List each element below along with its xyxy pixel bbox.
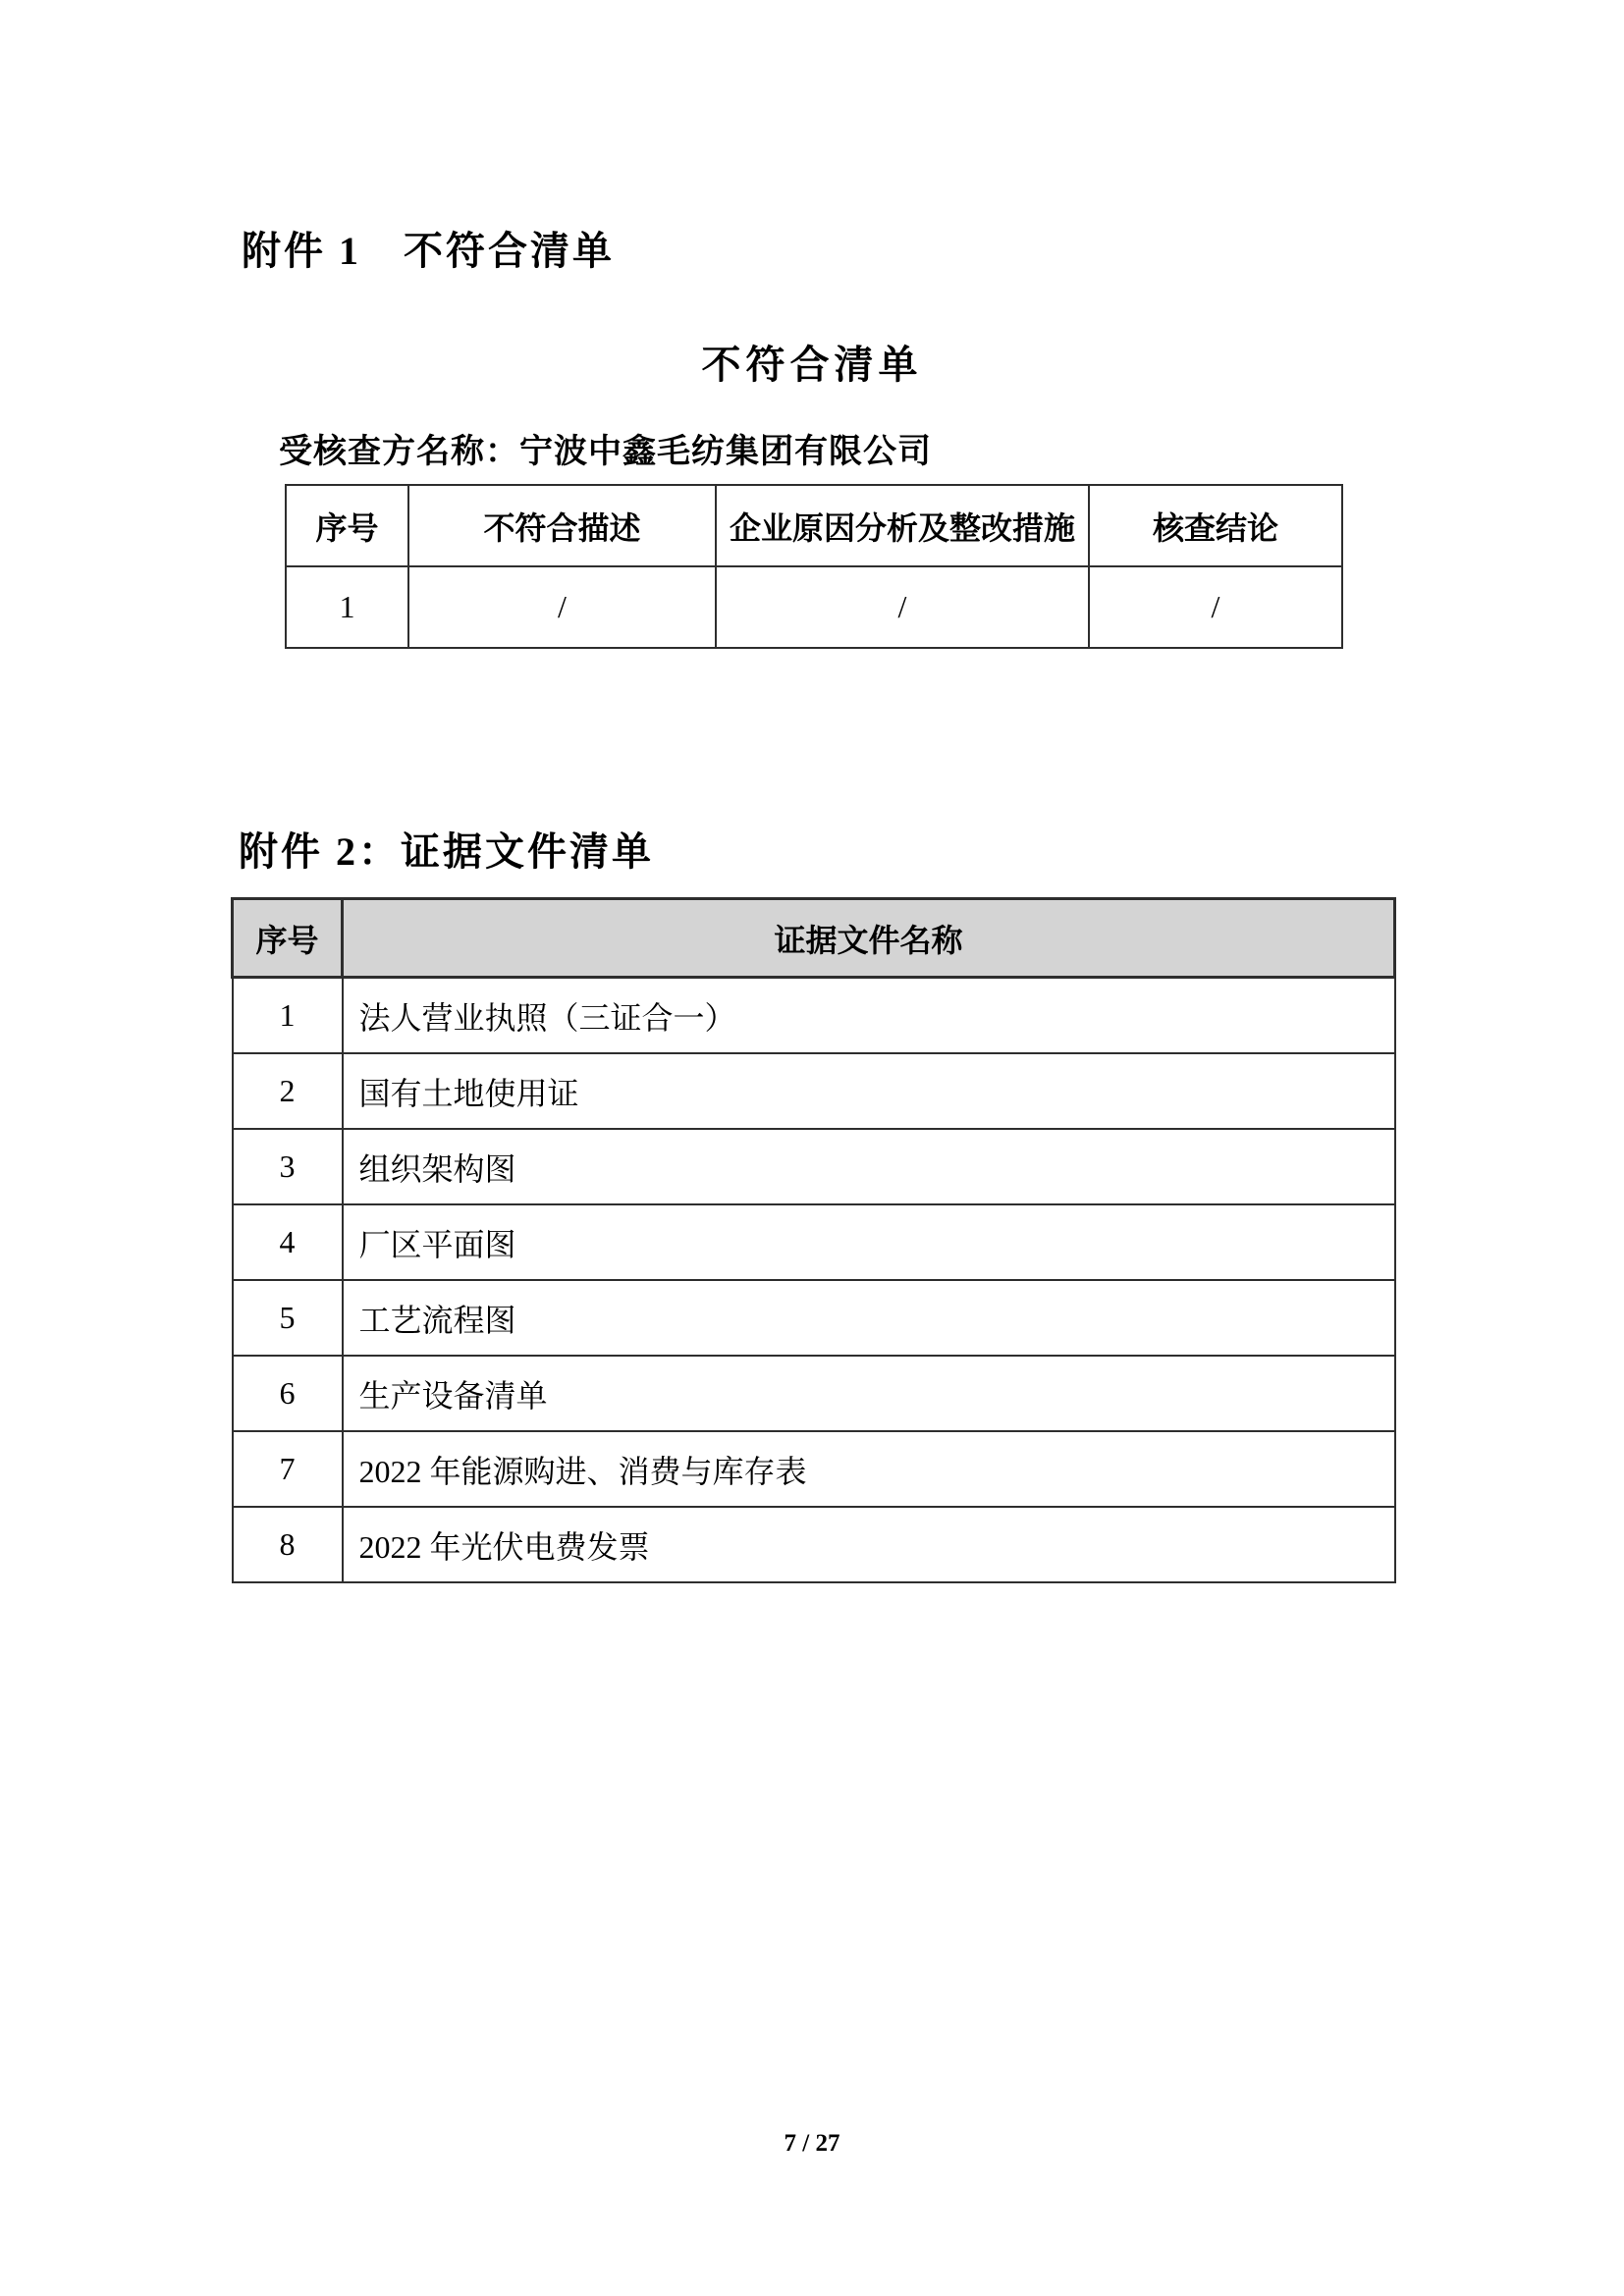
cell-doc-name: 生产设备清单	[343, 1356, 1395, 1431]
table-row	[233, 1204, 1395, 1280]
page-number: 7 / 27	[784, 2130, 840, 2157]
cell-seq: 1	[286, 566, 408, 648]
cell-seq: 5	[233, 1280, 343, 1356]
noncompliance-table	[285, 484, 1343, 649]
cell-noncompliance-desc: /	[408, 566, 716, 648]
cell-doc-name: 2022 年能源购进、消费与库存表	[343, 1431, 1395, 1507]
cell-verification-conclusion: /	[1089, 566, 1342, 648]
table-row	[233, 1356, 1395, 1431]
table-header-row	[286, 485, 1342, 566]
cell-seq: 8	[233, 1507, 343, 1582]
evidence-documents-table	[231, 897, 1396, 1583]
cell-doc-name: 国有土地使用证	[343, 1053, 1395, 1129]
column-header-evidence-doc-name: 证据文件名称	[343, 899, 1395, 978]
cell-doc-name: 厂区平面图	[343, 1204, 1395, 1280]
cell-seq: 7	[233, 1431, 343, 1507]
auditee-label: 受核查方名称：	[279, 434, 519, 470]
column-header-verification-conclusion: 核查结论	[1089, 485, 1342, 566]
column-header-cause-analysis: 企业原因分析及整改措施	[716, 485, 1089, 566]
table-row	[233, 1129, 1395, 1204]
cell-doc-name: 2022 年光伏电费发票	[343, 1507, 1395, 1582]
auditee-name: 宁波中鑫毛纺集团有限公司	[519, 434, 932, 470]
noncompliance-list-title: 不符合清单	[701, 343, 923, 387]
cell-doc-name: 工艺流程图	[343, 1280, 1395, 1356]
table-header-row	[233, 899, 1395, 978]
column-header-seq: 序号	[233, 899, 343, 978]
cell-seq: 1	[233, 978, 343, 1054]
attachment2-heading: 附件 2：证据文件清单	[239, 829, 654, 874]
cell-seq: 4	[233, 1204, 343, 1280]
attachment1-heading: 附件 1 不符合清单	[242, 229, 615, 273]
table-row	[233, 1053, 1395, 1129]
auditee-line	[279, 424, 932, 472]
cell-seq: 3	[233, 1129, 343, 1204]
table-row	[233, 978, 1395, 1054]
cell-seq: 2	[233, 1053, 343, 1129]
table-row	[233, 1280, 1395, 1356]
cell-doc-name: 组织架构图	[343, 1129, 1395, 1204]
table-row	[233, 1507, 1395, 1582]
table-row	[286, 566, 1342, 648]
column-header-noncompliance-desc: 不符合描述	[408, 485, 716, 566]
cell-doc-name: 法人营业执照（三证合一）	[343, 978, 1395, 1054]
column-header-seq: 序号	[286, 485, 408, 566]
cell-cause-analysis: /	[716, 566, 1089, 648]
table-row	[233, 1431, 1395, 1507]
cell-seq: 6	[233, 1356, 343, 1431]
